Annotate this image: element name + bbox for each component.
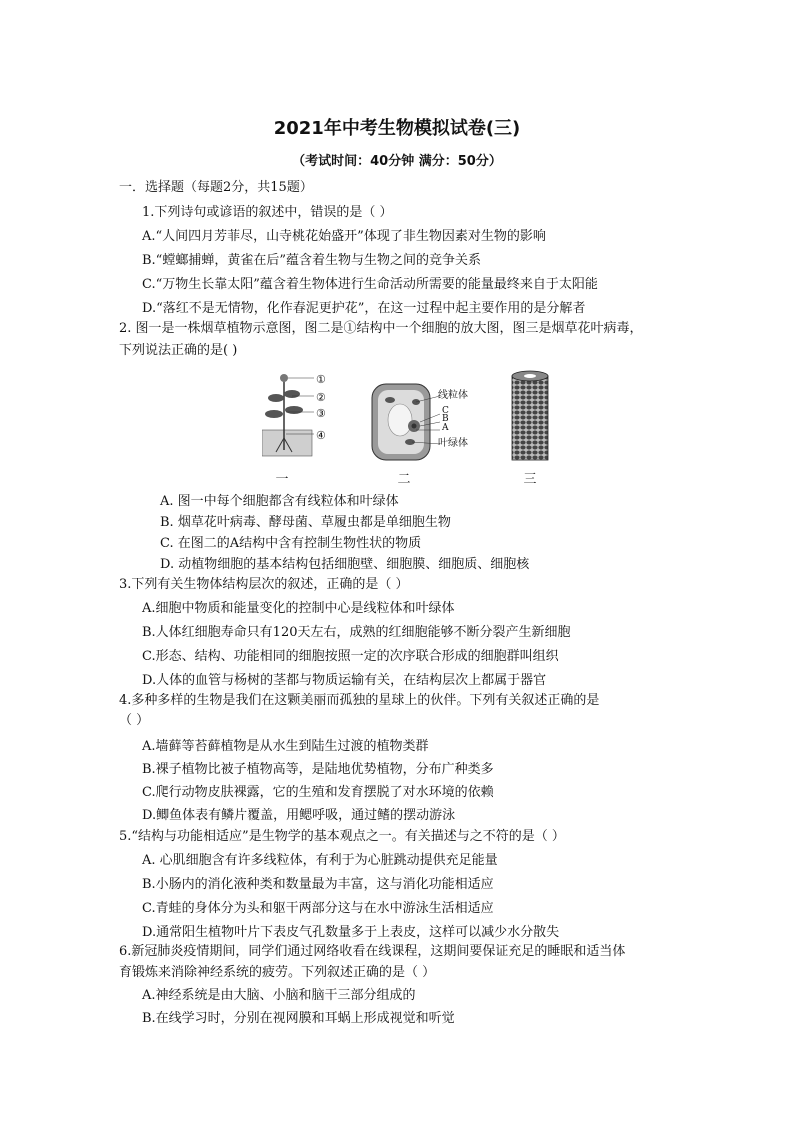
figure-3-caption: 三 [523,472,537,487]
figure-1-label-4: ④ [316,429,326,442]
question-3-option-c: C.形态、结构、功能相同的细胞按照一定的次序联合形成的细胞群叫组织 [142,649,559,664]
question-5-stem: 5.“结构与功能相适应”是生物学的基本观点之一。有关描述与之不符的是（ ） [119,829,565,844]
question-1-option-b: B.“螳螂捕蝉，黄雀在后”蕴含着生物与生物之间的竞争关系 [142,253,481,268]
question-1-option-a: A.“人间四月芳菲尽，山寺桃花始盛开”体现了非生物因素对生物的影响 [142,229,546,244]
question-1-option-d: D.“落红不是无情物，化作春泥更护花”，在这一过程中起主要作用的是分解者 [142,301,586,316]
exam-title: 2021年中考生物模拟试卷(三) [273,118,521,139]
question-2-figures [262,366,562,488]
question-6-stem-line1: 6.新冠肺炎疫情期间，同学们通过网络收看在线课程，这期间要保证充足的睡眠和适当体 [119,944,626,959]
question-4-stem-line2: （ ） [119,713,150,728]
question-5-option-b: B.小肠内的消化液种类和数量最为丰富，这与消化功能相适应 [142,877,494,892]
question-5-option-c: C.青蛙的身体分为头和躯干两部分这与在水中游泳生活相适应 [142,901,494,916]
question-2-option-a: A. 图一中每个细胞都含有线粒体和叶绿体 [160,494,399,509]
question-5-option-d: D.通常阳生植物叶片下表皮气孔数量多于上表皮，这样可以减少水分散失 [142,925,560,940]
question-3-option-a: A.细胞中物质和能量变化的控制中心是线粒体和叶绿体 [142,601,455,616]
question-4-option-d: D.鲫鱼体表有鳞片覆盖，用鳃呼吸，通过鳍的摆动游泳 [142,808,456,823]
question-5-option-a: A. 心肌细胞含有许多线粒体，有利于为心脏跳动提供充足能量 [142,853,498,868]
figure-2-label-b: B [442,414,449,424]
question-3-option-d: D.人体的血管与杨树的茎都与物质运输有关，在结构层次上都属于器官 [142,673,547,688]
question-3-stem: 3.下列有关生物体结构层次的叙述，正确的是（ ） [119,577,409,592]
figure-2-cell-diagram [370,382,440,464]
figure-2-label-c: C [442,406,449,416]
question-2-stem-line1: 2. 图一是一株烟草植物示意图，图二是①结构中一个细胞的放大图，图三是烟草花叶病毒， [119,321,643,336]
section-heading: 一．选择题（每题2分，共15题） [119,180,313,195]
figure-2-label-a: A [442,423,449,433]
figure-1-label-2: ② [316,391,326,404]
figure-2-caption: 二 [397,472,411,487]
figure-1-label-1: ① [316,373,326,386]
question-2-stem-line2: 下列说法正确的是( ) [119,343,238,358]
question-3-option-b: B.人体红细胞寿命只有120天左右，成熟的红细胞能够不断分裂产生新细胞 [142,625,571,640]
question-6-option-b: B.在线学习时，分别在视网膜和耳蜗上形成视觉和听觉 [142,1011,455,1026]
exam-subtitle: （考试时间：40分钟 满分：50分） [292,154,502,169]
question-4-option-b: B.裸子植物比被子植物高等，是陆地优势植物，分布广种类多 [142,762,494,777]
question-6-stem-line2: 育锻炼来消除神经系统的疲劳。下列叙述正确的是（ ） [119,965,436,980]
question-4-option-a: A.墙藓等苔藓植物是从水生到陆生过渡的植物类群 [142,739,429,754]
figure-1-caption: 一 [275,472,289,487]
figure-2-label-mitochondria: 线粒体 [438,390,468,401]
question-6-option-a: A.神经系统是由大脑、小脑和脑干三部分组成的 [142,988,416,1003]
question-1-option-c: C.“万物生长靠太阳”蕴含着生物体进行生命活动所需要的能量最终来自于太阳能 [142,277,598,292]
figure-1-label-3: ③ [316,407,326,420]
figure-2-label-chloroplast: 叶绿体 [438,438,468,449]
question-1-stem: 1.下列诗句或谚语的叙述中，错误的是（ ） [142,205,393,220]
question-2-option-c: C. 在图二的A结构中含有控制生物性状的物质 [160,536,422,551]
question-2-option-d: D. 动植物细胞的基本结构包括细胞壁、细胞膜、细胞质、细胞核 [160,557,530,572]
question-2-option-b: B. 烟草花叶病毒、酵母菌、草履虫都是单细胞生物 [160,515,451,530]
question-4-option-c: C.爬行动物皮肤裸露，它的生殖和发育摆脱了对水环境的依赖 [142,785,494,800]
question-4-stem-line1: 4.多种多样的生物是我们在这颗美丽而孤独的星球上的伙伴。下列有关叙述正确的是 [119,693,600,708]
figure-3-virus-diagram [508,370,552,464]
